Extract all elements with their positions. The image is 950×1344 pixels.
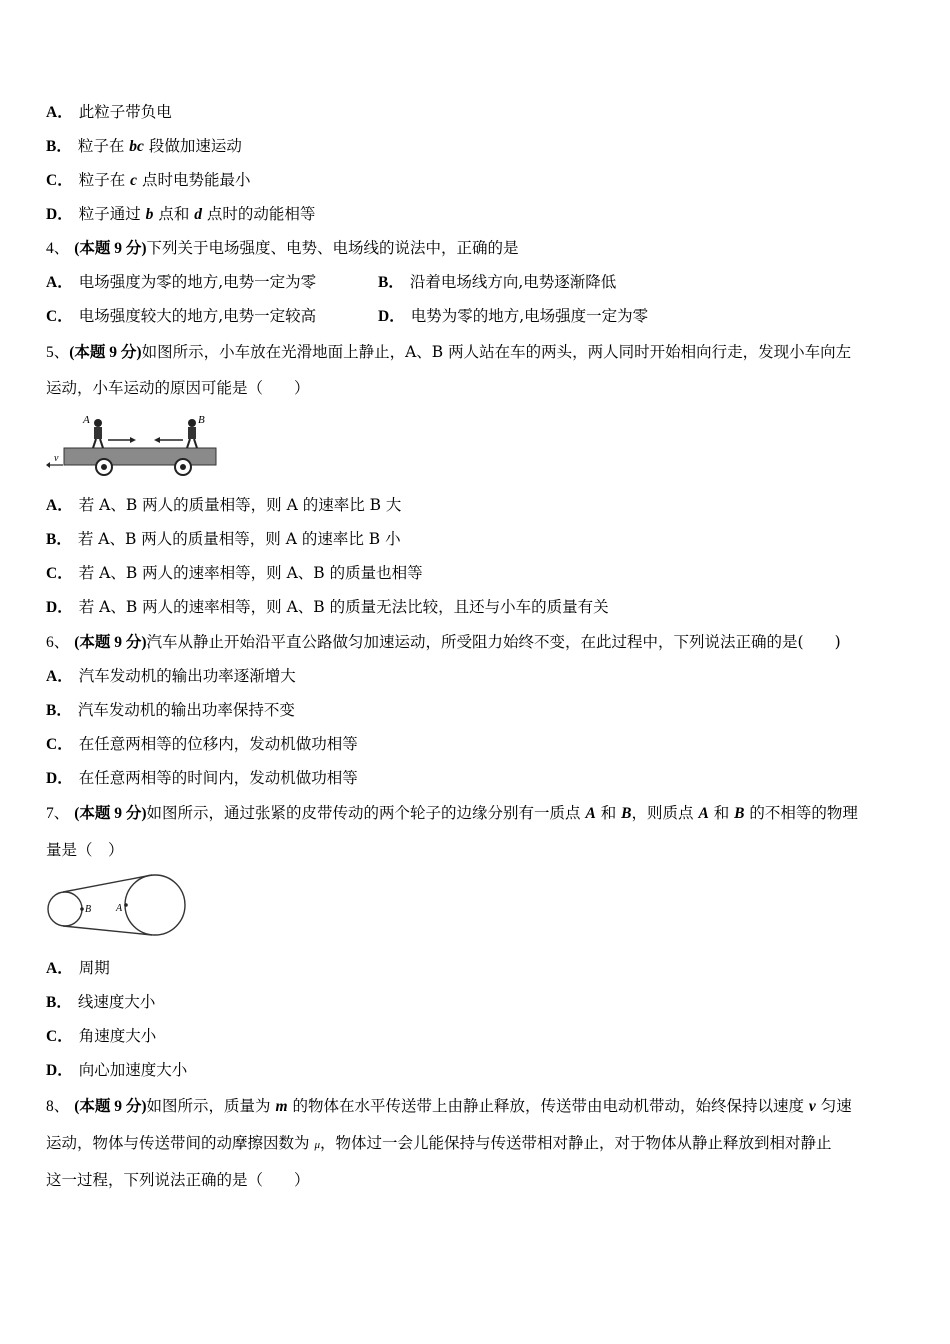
q7-option-c: C． 角速度大小 — [46, 1027, 157, 1045]
point-b-label: B — [85, 904, 92, 915]
point-b — [80, 907, 84, 911]
q4-option-a: A． 电场强度为零的地方,电势一定为零 — [46, 273, 317, 291]
person-a-label: A — [83, 414, 90, 426]
velocity-label: v — [54, 453, 59, 464]
point-a — [124, 903, 128, 907]
point-a-label: A — [116, 903, 123, 914]
q4-option-d: D． 电势为零的地方,电场强度一定为零 — [378, 307, 649, 325]
q6-stem: 6、 (本题 9 分)汽车从静止开始沿平直公路做匀加速运动，所受阻力始终不变，在此过程中，下列说法正确的是( ) — [46, 633, 841, 651]
q8-stem-line-2: 运动，物体与传送带间的动摩擦因数为 μ，物体过一会儿能保持与传送带相对静止，对于物体从静止释放到相对静止 — [46, 1134, 832, 1152]
q6-option-a: A． 汽车发动机的输出功率逐渐增大 — [46, 667, 296, 685]
q3-option-d: D． 粒子通过 b 点和 d 点时的动能相等 — [46, 205, 316, 223]
large-pulley — [125, 875, 185, 935]
q3-option-a: A． 此粒子带负电 — [46, 103, 172, 121]
q6-option-c: C． 在任意两相等的位移内，发动机做功相等 — [46, 735, 358, 753]
q4-options-row-2 — [46, 306, 906, 327]
small-pulley — [48, 892, 82, 926]
q8-stem-line-3: 这一过程，下列说法正确的是（ ） — [46, 1171, 310, 1189]
q4-option-b: B． 沿着电场线方向,电势逐渐降低 — [378, 273, 617, 291]
q7-option-d: D． 向心加速度大小 — [46, 1061, 188, 1079]
q5-option-b: B． 若 A、B 两人的质量相等，则 A 的速率比 B 小 — [46, 530, 401, 548]
person-b — [187, 419, 197, 448]
q7-stem-line-2: 量是（ ） — [46, 841, 124, 859]
cart-body — [64, 448, 216, 465]
q5-stem-line-1: 5、(本题 9 分)如图所示，小车放在光滑地面上静止，A、B 两人站在车的两头，两人同时开始相向行走，发现小车向左 — [46, 343, 852, 361]
q4-option-c: C． 电场强度较大的地方,电势一定较高 — [46, 307, 317, 325]
q5-option-c: C． 若 A、B 两人的速率相等，则 A、B 的质量也相等 — [46, 564, 423, 582]
q5-stem-line-2: 运动，小车运动的原因可能是（ ） — [46, 379, 310, 397]
q3-option-c: C． 粒子在 c 点时电势能最小 — [46, 171, 251, 189]
q5-option-d: D． 若 A、B 两人的速率相等，则 A、B 的质量无法比较，且还与小车的质量有关 — [46, 598, 609, 616]
q7-option-b: B． 线速度大小 — [46, 993, 156, 1011]
q3-option-b: B． 粒子在 bc 段做加速运动 — [46, 137, 242, 155]
q4-options-row-1 — [46, 272, 906, 293]
pulley-figure — [44, 872, 189, 940]
person-b-label: B — [198, 414, 205, 426]
arrow-left — [154, 437, 183, 443]
q6-option-b: B． 汽车发动机的输出功率保持不变 — [46, 701, 295, 719]
q5-option-a: A． 若 A、B 两人的质量相等，则 A 的速率比 B 大 — [46, 496, 402, 514]
belt-top — [63, 875, 152, 892]
q7-option-a: A． 周期 — [46, 959, 110, 977]
q8-stem-line-1: 8、 (本题 9 分)如图所示，质量为 m 的物体在水平传送带上由静止释放，传送带由电动机带动，始终保持以速度 v 匀速 — [46, 1097, 852, 1115]
q7-stem-line-1: 7、 (本题 9 分)如图所示，通过张紧的皮带传动的两个轮子的边缘分别有一质点 A 和 B，则质点 A 和 B 的不相等的物理 — [46, 804, 858, 822]
q6-option-d: D． 在任意两相等的时间内，发动机做功相等 — [46, 769, 358, 787]
q4-stem: 4、 (本题 9 分)下列关于电场强度、电势、电场线的说法中，正确的是 — [46, 239, 519, 257]
cart-figure — [46, 410, 221, 480]
wheel-right — [175, 459, 191, 475]
arrow-right — [108, 437, 136, 443]
wheel-left — [96, 459, 112, 475]
person-a — [93, 419, 103, 448]
